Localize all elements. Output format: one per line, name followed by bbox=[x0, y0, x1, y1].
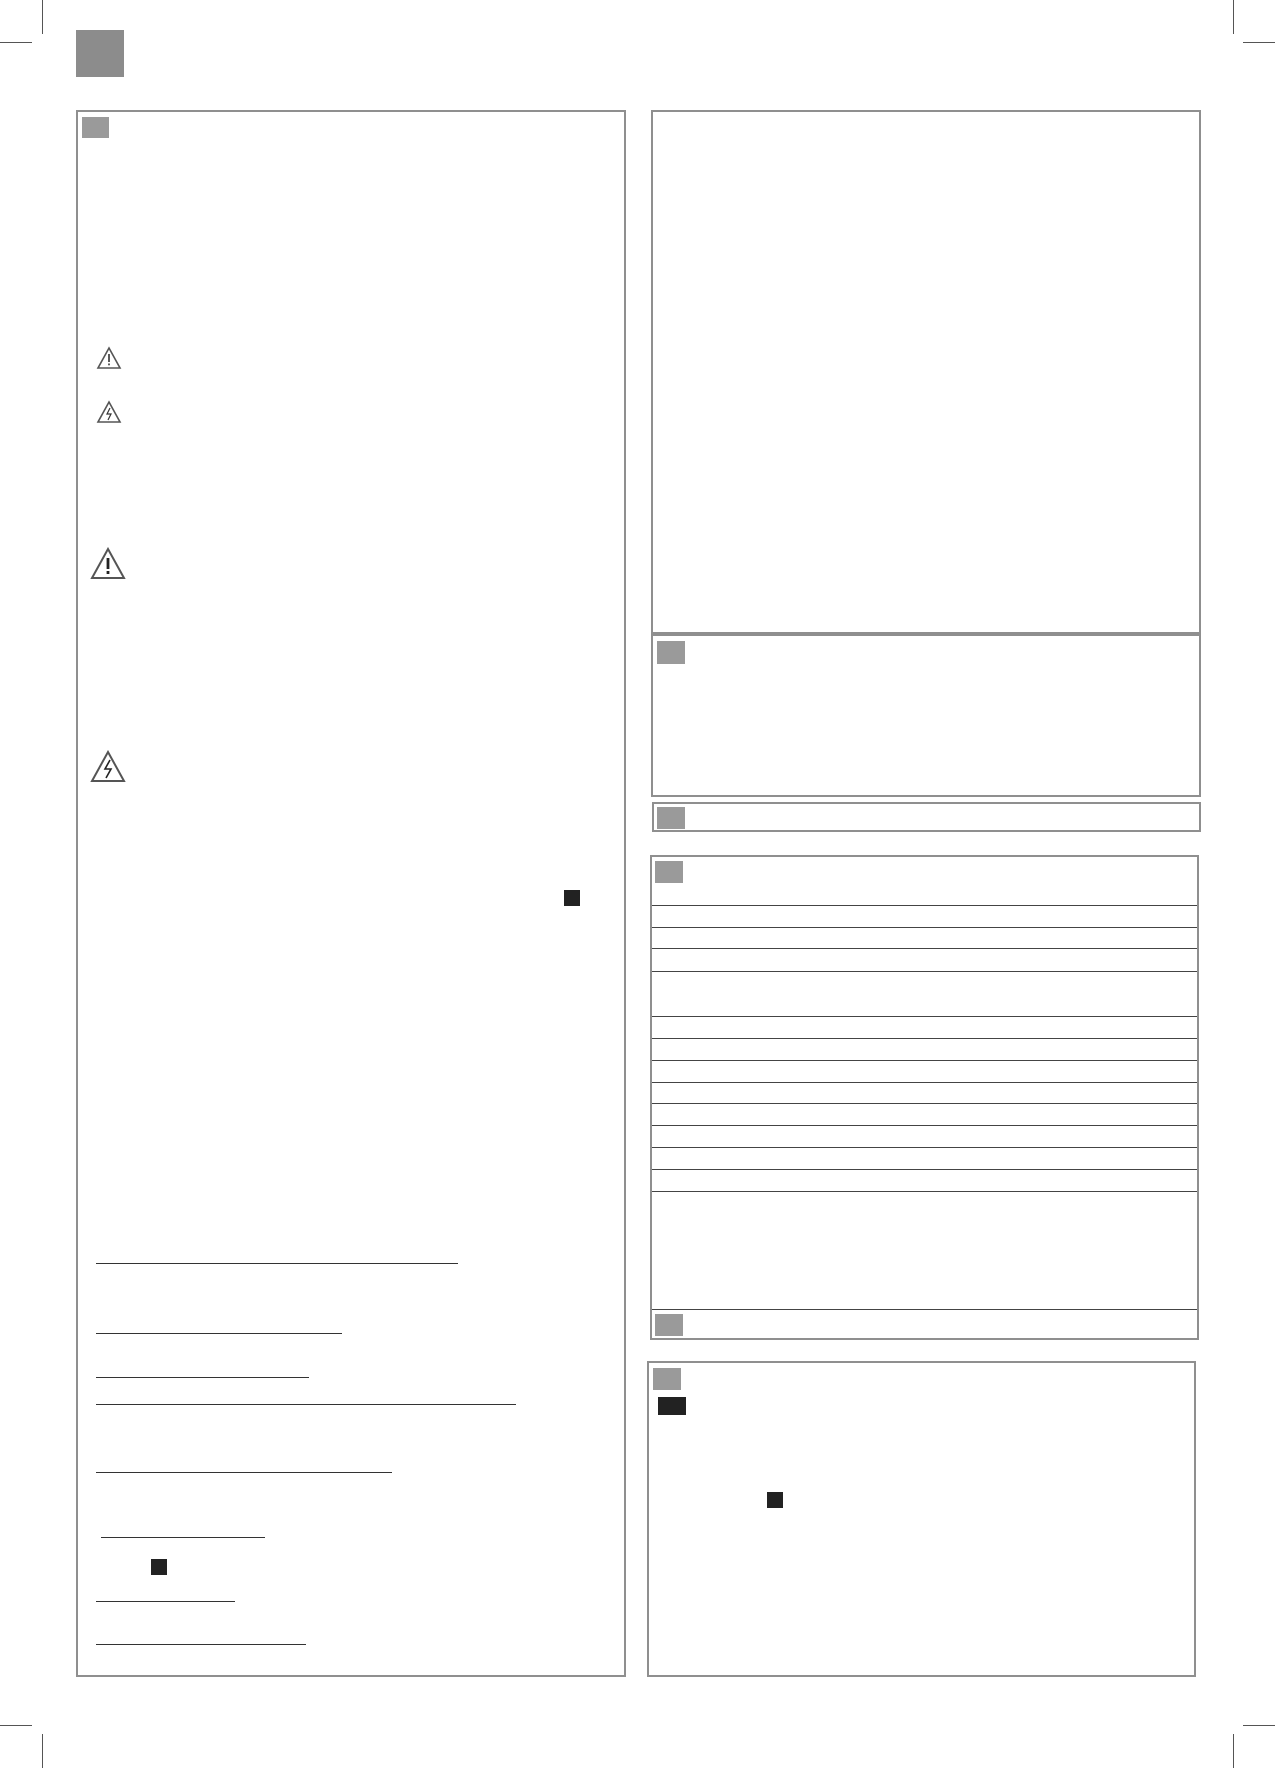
fill-in-line bbox=[96, 1644, 306, 1645]
table-row bbox=[652, 1082, 1197, 1083]
right-top-panel bbox=[651, 110, 1201, 634]
fill-in-line bbox=[96, 1404, 516, 1405]
right-section-b-tab bbox=[657, 807, 685, 829]
fill-in-line bbox=[101, 1537, 265, 1538]
crop-mark-bottom-left-v bbox=[42, 1734, 43, 1768]
spec-table-tab bbox=[655, 861, 683, 883]
warning-icon bbox=[96, 346, 122, 370]
inline-marker-square bbox=[151, 1559, 167, 1575]
table-row bbox=[652, 1191, 1197, 1192]
crop-mark-top-right-v bbox=[1233, 0, 1234, 34]
inline-marker-square bbox=[767, 1492, 783, 1508]
bottom-right-panel bbox=[647, 1361, 1196, 1677]
page-corner-tab bbox=[76, 30, 124, 77]
crop-mark-bottom-right-v bbox=[1233, 1734, 1234, 1768]
bottom-right-panel-tab bbox=[653, 1368, 681, 1390]
fill-in-line bbox=[96, 1263, 458, 1264]
right-section-a bbox=[651, 634, 1201, 797]
fill-in-line bbox=[96, 1333, 342, 1334]
spec-table-footer-tab bbox=[655, 1314, 683, 1336]
right-section-a-tab bbox=[657, 641, 685, 664]
right-section-b bbox=[652, 802, 1201, 832]
inline-marker-square bbox=[564, 890, 580, 906]
table-row bbox=[652, 1169, 1197, 1170]
crop-mark-bottom-right-h bbox=[1243, 1725, 1275, 1726]
table-row bbox=[652, 948, 1197, 949]
fill-in-line bbox=[96, 1601, 235, 1602]
warning-icon bbox=[90, 547, 126, 581]
spec-table bbox=[650, 855, 1199, 1340]
electric-hazard-icon bbox=[90, 750, 126, 784]
crop-mark-top-left-v bbox=[42, 0, 43, 34]
table-row bbox=[652, 927, 1197, 928]
table-row bbox=[652, 1038, 1197, 1039]
bottom-right-marker bbox=[658, 1397, 686, 1415]
crop-mark-bottom-left-h bbox=[0, 1725, 32, 1726]
table-row bbox=[652, 905, 1197, 906]
table-row bbox=[652, 1125, 1197, 1126]
table-row bbox=[652, 1103, 1197, 1104]
table-row bbox=[652, 1060, 1197, 1061]
left-panel bbox=[76, 110, 626, 1677]
table-footer-divider bbox=[652, 1309, 1197, 1310]
table-row bbox=[652, 1147, 1197, 1148]
crop-mark-top-left-h bbox=[0, 42, 32, 43]
fill-in-line bbox=[96, 1472, 392, 1473]
left-panel-section-tab bbox=[82, 117, 109, 138]
electric-hazard-icon bbox=[96, 400, 122, 424]
table-row bbox=[652, 971, 1197, 972]
fill-in-line bbox=[96, 1377, 309, 1378]
table-row bbox=[652, 1016, 1197, 1017]
crop-mark-top-right-h bbox=[1243, 42, 1275, 43]
